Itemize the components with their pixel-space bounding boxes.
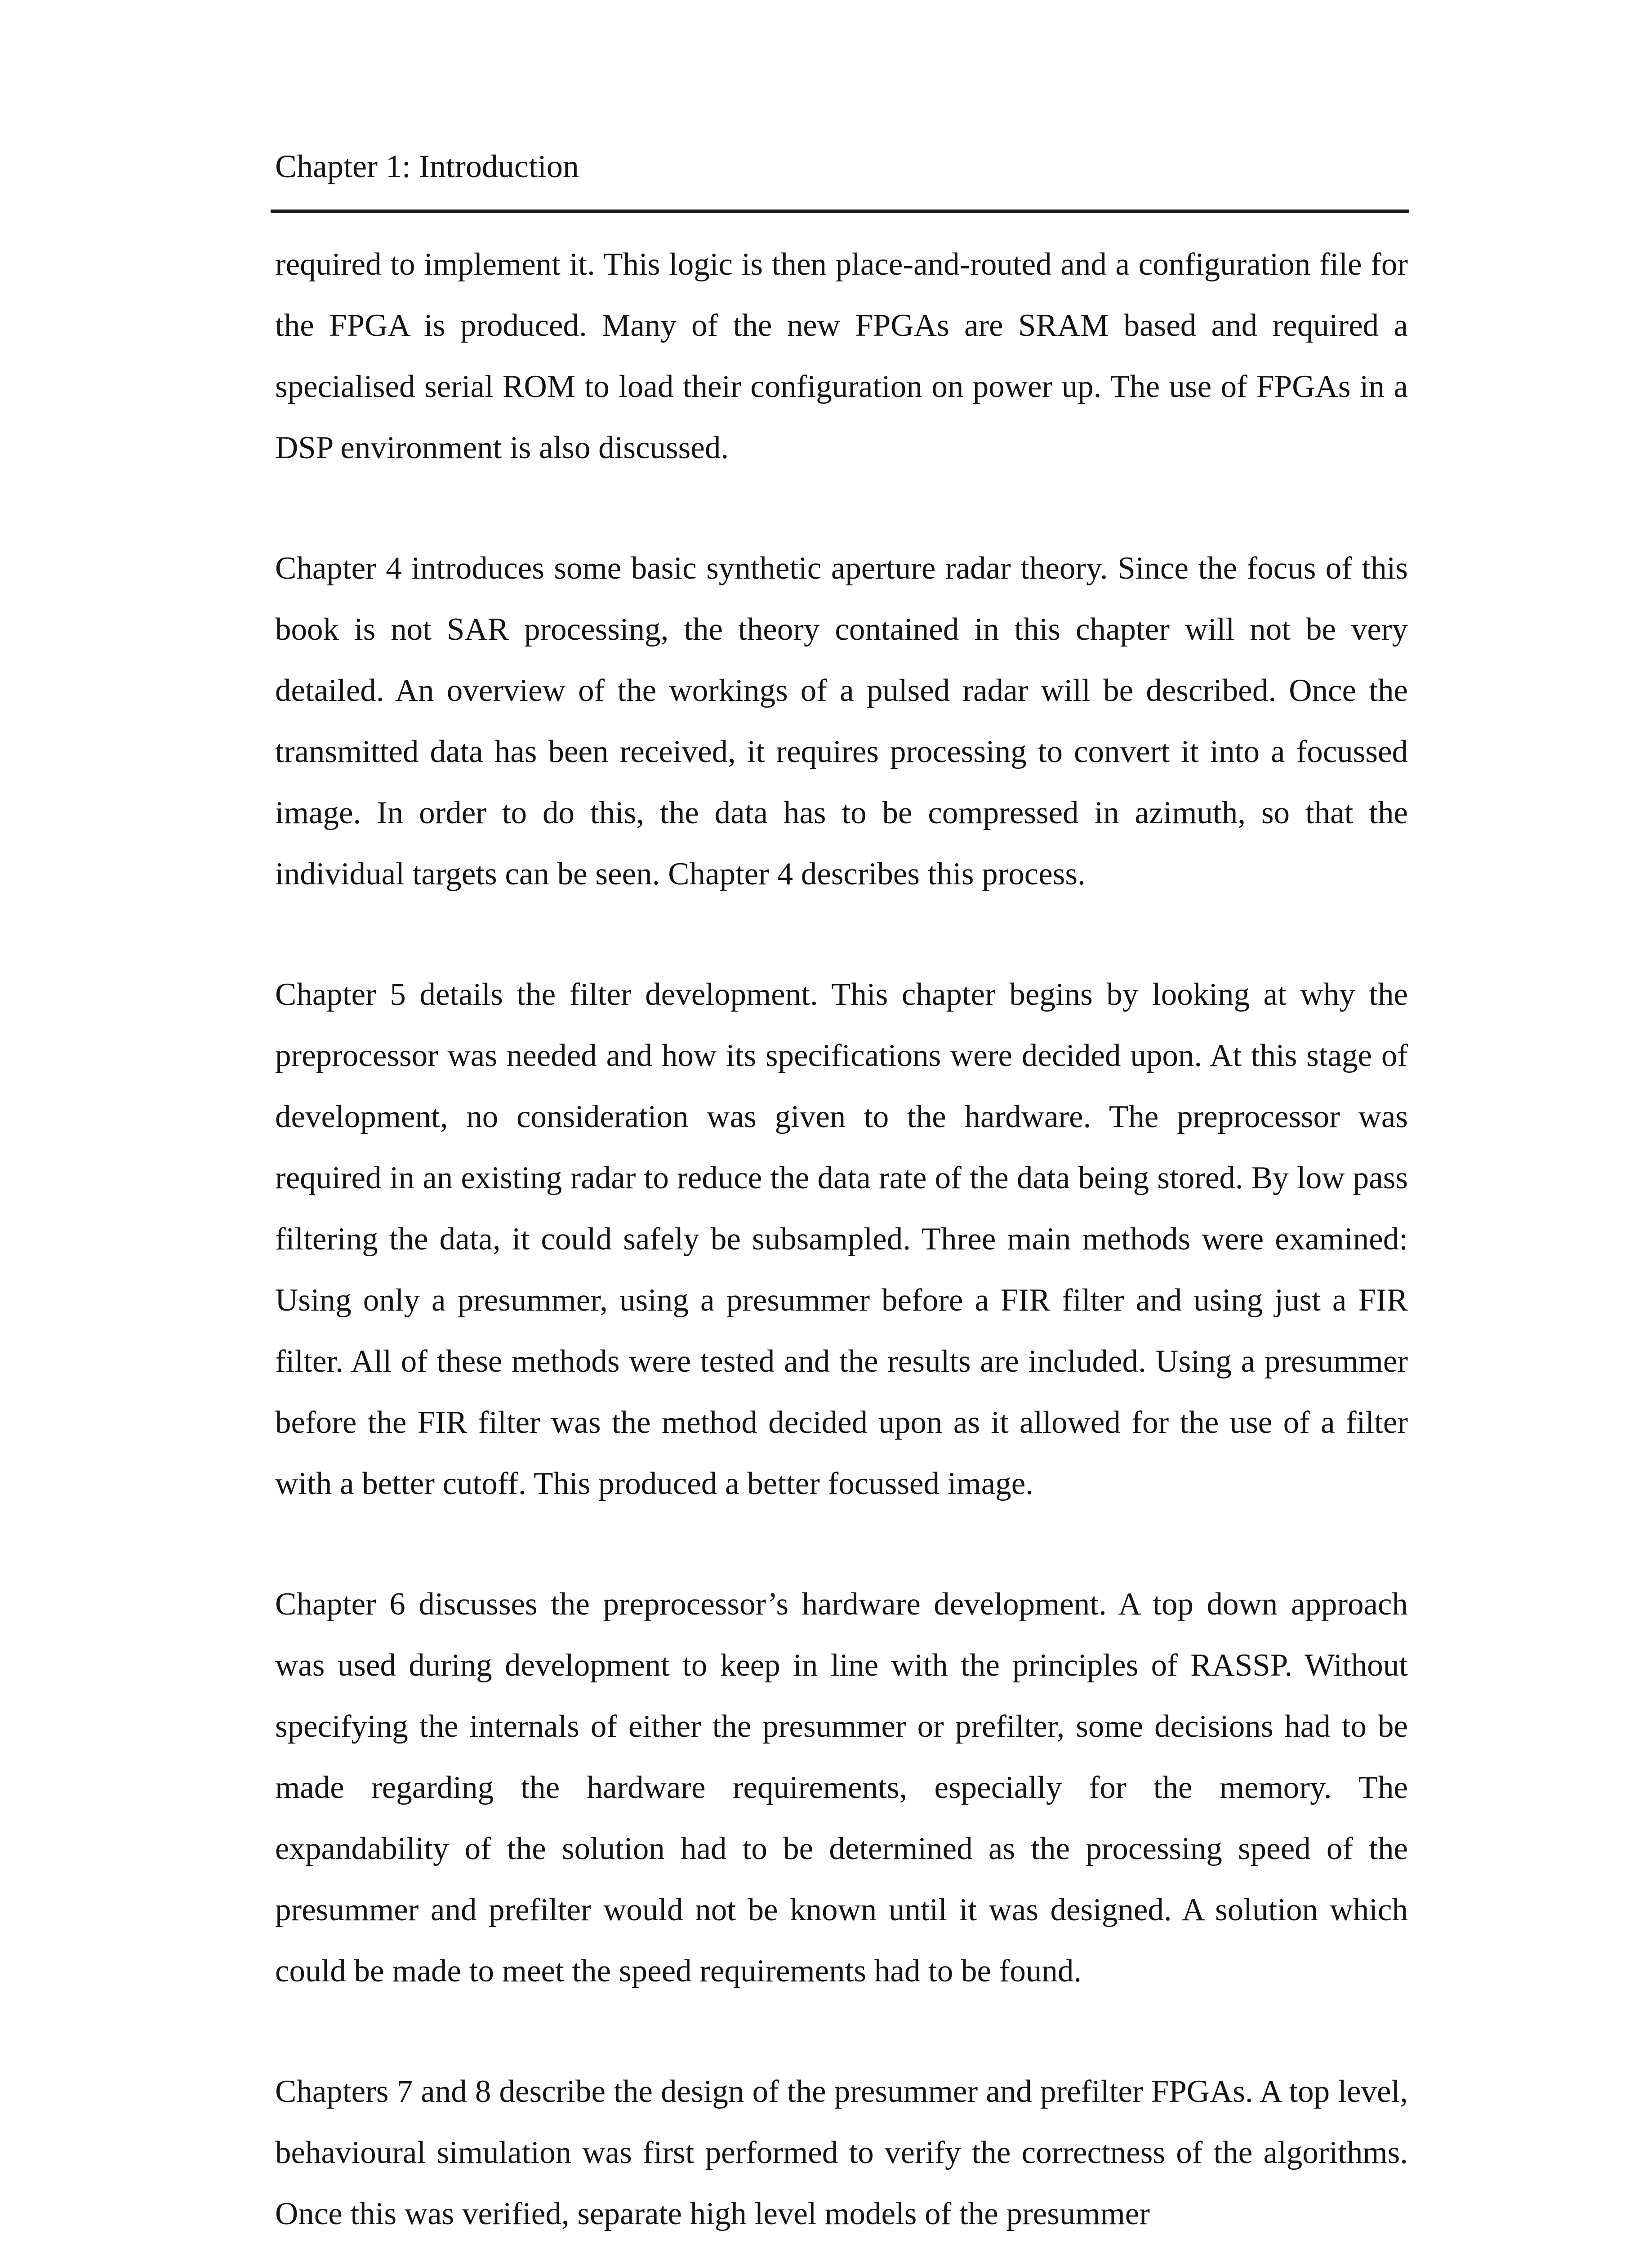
running-header: Chapter 1: Introduction [275,148,579,184]
paragraph-1: required to implement it. This logic is then place-and-routed and a configuration file for the FPGA is produced. Many of the new FPGAs are SRAM based and required a specialised serial ROM to load their configuration on power up. The use of FPGAs in a DSP environment is also discussed. [275,247,1408,465]
paragraph-3: Chapter 5 details the filter development. This chapter begins by looking at why the preprocessor was needed and how its specifications were decided upon. At this stage of development, no consideration was given to the hardware. The preprocessor was required in an existing radar to reduce the data rate of the data being stored. By low pass filtering the data, it could safely be subsampled. Three main methods were examined: Using only a presummer, using a presummer before a FIR filter and using just a FIR filter. All of these methods were tested and the results are included. Using a presummer before the FIR filter was the method decided upon as it allowed for the use of a filter with a better cutoff. This produced a better focussed image. [275,977,1408,1501]
paragraph-2: Chapter 4 introduces some basic synthetic aperture radar theory. Since the focus of this book is not SAR processing, the theory contained in this chapter will not be very detailed. An overview of the workings of a pulsed radar will be described. Once the transmitted data has been received, it requires processing to convert it into a focussed image. In order to do this, the data has to be compressed in azimuth, so that the individual targets can be seen. Chapter 4 describes this process. [275,551,1408,892]
paragraph-4: Chapter 6 discusses the preprocessor’s hardware development. A top down approach was used during development to keep in line with the principles of RASSP. Without specifying the internals of either the presummer or prefilter, some decisions had to be made regarding the hardware requirements, especially for the memory. The expandability of the solution had to be determined as the processing speed of the presummer and prefilter would not be known until it was designed. A solution which could be made to meet the speed requirements had to be found. [275,1587,1408,1989]
paragraph-5: Chapters 7 and 8 describe the design of the presummer and prefilter FPGAs. A top level, behavioural simulation was first performed to verify the correctness of the algorithms. Once this was verified, separate high level models of the presummer [275,2074,1408,2231]
header-rule [271,210,1409,213]
body-text [275,234,1408,2244]
